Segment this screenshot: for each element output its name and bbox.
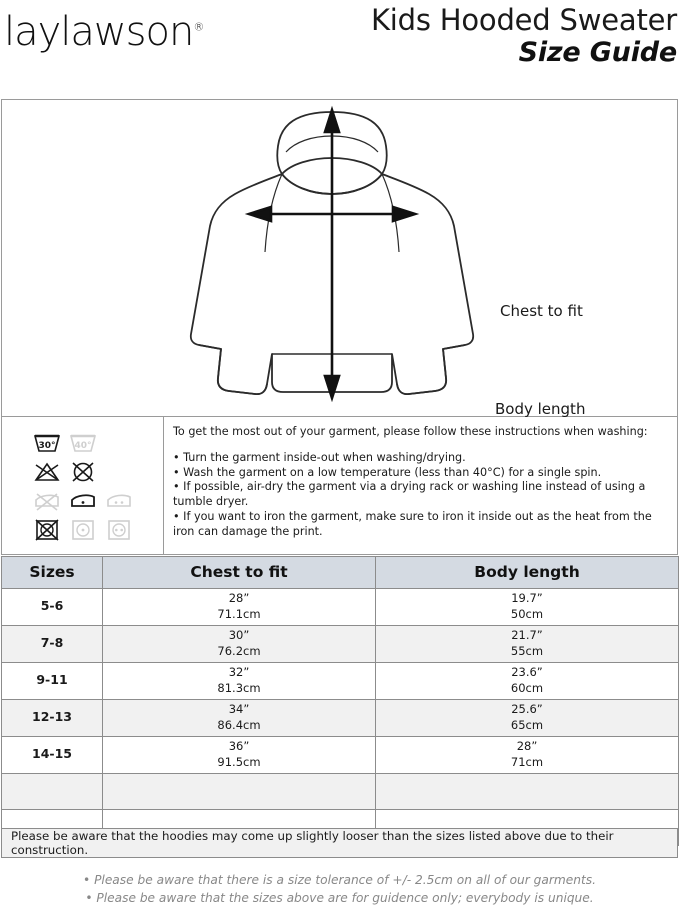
table-row bbox=[2, 626, 679, 663]
svg-text:30°: 30° bbox=[37, 441, 56, 451]
cell-body bbox=[376, 626, 679, 663]
no-bleach-icon bbox=[32, 460, 62, 484]
cell-empty bbox=[376, 774, 679, 810]
chest-inches: 28” bbox=[228, 591, 250, 605]
disclaimer-block bbox=[0, 872, 679, 907]
size-table bbox=[1, 556, 679, 846]
cell-chest bbox=[103, 589, 376, 626]
cell-body bbox=[376, 663, 679, 700]
cell-size: 9-11 bbox=[2, 663, 103, 700]
table-row bbox=[2, 663, 679, 700]
washing-bullet: • If possible, air-dry the garment via a drying rack or washing line instead of using a tumble dryer. bbox=[173, 480, 646, 509]
wash-40-icon bbox=[68, 431, 98, 455]
cell-size: 7-8 bbox=[2, 626, 103, 663]
chest-inches: 34” bbox=[228, 702, 250, 717]
no-tumble-dry-icon bbox=[32, 518, 62, 542]
cell-body bbox=[376, 700, 679, 737]
cell-chest bbox=[103, 626, 376, 663]
column-header-chest: Chest to fit bbox=[103, 557, 376, 589]
iron-low-icon bbox=[68, 489, 98, 513]
registered-trademark-icon: ® bbox=[193, 20, 205, 34]
cell-body bbox=[376, 737, 679, 774]
cell-empty bbox=[2, 774, 103, 810]
construction-note: Please be aware that the hoodies may come up slightly looser than the sizes listed above due to their construction. bbox=[1, 828, 678, 858]
care-symbol-grid bbox=[2, 417, 164, 554]
cell-chest bbox=[103, 737, 376, 774]
chest-to-fit-label: Chest to fit bbox=[500, 302, 583, 320]
chest-inches: 36” bbox=[228, 739, 250, 754]
illustration-panel bbox=[1, 99, 678, 417]
body-cm: 60cm bbox=[510, 680, 544, 695]
chest-cm: 76.2cm bbox=[217, 643, 261, 658]
washing-intro: To get the most out of your garment, please follow these instructions when washing: bbox=[173, 425, 648, 438]
table-row bbox=[2, 737, 679, 774]
cell-size: 12-13 bbox=[2, 700, 103, 737]
column-header-body: Body length bbox=[376, 557, 679, 589]
disclaimer-line: • Please be aware that there is a size tolerance of +/- 2.5cm on all of our garments. bbox=[83, 873, 596, 887]
washing-bullet: • Wash the garment on a low temperature (less than 40°C) for a single spin. bbox=[173, 465, 602, 479]
page-subtitle: Size Guide bbox=[518, 37, 677, 69]
body-inches: 28” bbox=[516, 739, 538, 754]
table-row bbox=[2, 589, 679, 626]
chest-cm: 81.3cm bbox=[217, 680, 261, 695]
no-dryclean-icon bbox=[68, 460, 98, 484]
no-iron-icon bbox=[32, 489, 62, 513]
washing-bullet: • Turn the garment inside-out when washing/drying. bbox=[173, 450, 466, 464]
svg-text:40°: 40° bbox=[73, 441, 92, 451]
table-row-empty bbox=[2, 774, 679, 810]
body-cm: 55cm bbox=[510, 643, 544, 658]
chest-inches: 32” bbox=[228, 665, 250, 680]
column-header-sizes: Sizes bbox=[2, 557, 103, 589]
hoodie-illustration bbox=[177, 102, 487, 402]
page-title: Kids Hooded Sweater bbox=[370, 3, 677, 37]
chest-cm: 91.5cm bbox=[217, 754, 261, 769]
table-row bbox=[2, 700, 679, 737]
brand-logo-text: laylawson bbox=[4, 9, 194, 55]
body-cm: 50cm bbox=[510, 606, 544, 621]
body-inches: 23.6” bbox=[511, 665, 543, 680]
disclaimer-line: • Please be aware that the sizes above are for guidence only; everybody is unique. bbox=[85, 890, 594, 905]
tumble-dry-med-icon bbox=[104, 518, 134, 542]
cell-body bbox=[376, 589, 679, 626]
body-inches: 25.6” bbox=[511, 702, 543, 717]
brand-logo bbox=[4, 9, 205, 55]
cell-chest bbox=[103, 700, 376, 737]
washing-instructions bbox=[164, 417, 677, 554]
tumble-dry-low-icon bbox=[68, 518, 98, 542]
page-header bbox=[0, 0, 679, 96]
chest-inches: 30” bbox=[228, 628, 250, 643]
washing-bullet: • If you want to iron the garment, make sure to iron it inside out as the heat from the iron can damage the print. bbox=[173, 509, 652, 538]
body-inches: 21.7” bbox=[511, 628, 543, 643]
cell-size: 5-6 bbox=[2, 589, 103, 626]
body-cm: 65cm bbox=[510, 717, 544, 732]
cell-size: 14-15 bbox=[2, 737, 103, 774]
body-length-label: Body length bbox=[495, 400, 586, 418]
title-block bbox=[371, 4, 677, 70]
table-header-row bbox=[2, 557, 679, 589]
body-cm: 71cm bbox=[510, 754, 544, 769]
iron-medium-icon bbox=[104, 489, 134, 513]
cell-empty bbox=[103, 774, 376, 810]
chest-cm: 71.1cm bbox=[217, 606, 261, 621]
cell-chest bbox=[103, 663, 376, 700]
body-inches: 19.7” bbox=[511, 591, 543, 605]
chest-cm: 86.4cm bbox=[217, 717, 261, 732]
wash-30-icon bbox=[32, 431, 62, 455]
care-instructions-panel bbox=[1, 417, 678, 555]
